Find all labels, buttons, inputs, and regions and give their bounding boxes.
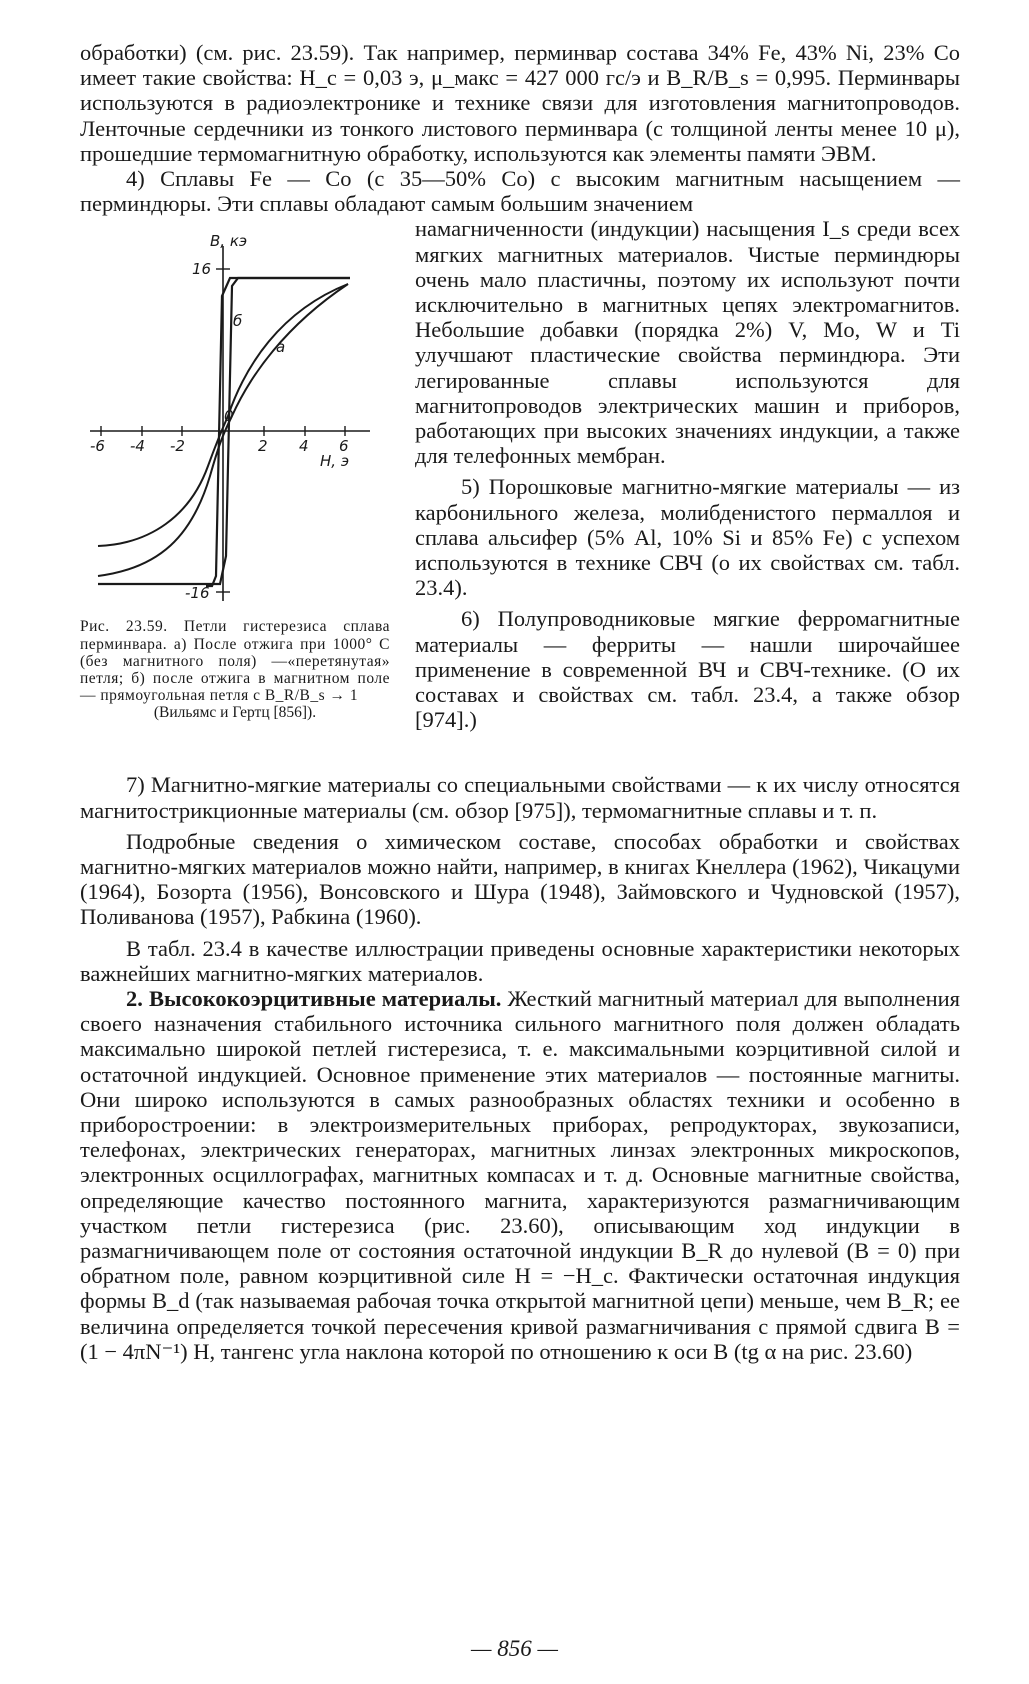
x-tick-3: -2: [170, 437, 185, 456]
paragraph-7: В табл. 23.4 в качестве иллюстрации приведены основные характеристики некоторых важнейших магнитно-мягких материалов.: [80, 935, 960, 986]
paragraph-3: 5) Порошковые магнитно-мягкие материалы — из карбонильного железа, молибденистого пермаллоя и сплава альсифер (5% Al, 10% Si и 85% Fe) с успехом используются в технике СВЧ (о их свойствах см. табл. 23.4).: [415, 474, 960, 601]
page-number: — 856 —: [471, 1636, 558, 1661]
paragraph-6: Подробные сведения о химическом составе, способах обработки и свойствах магнитно-мягких материалов можно найти, например, в книгах Кнеллера (1962), Чикацуми (1964), Бозорта (1956), Вонсовского и Шура (1948), Займовского и Чудновской (1957), Поливанова (1957), Рабкина (1960).: [80, 828, 960, 930]
paragraph-2-side: намагниченности (индукции) насыщения I_s среди всех мягких магнитных материалов. Чистые перминдюры очень мало пластичны, поэтому их используют почти исключительно в магнитных цепях электромагнитов. Небольшие добавки (порядка 2%) V, Mo, W и Ti улучшают пластические свойства перминдюра. Эти легированные сплавы используются для магнитопроводов электрических машин и приборов, работающих при высоких значениях индукции, а также для телефонных мембран.: [415, 216, 960, 469]
paragraph-5: 7) Магнитно-мягкие материалы со специальными свойствами — к их числу относятся магнитострикционные материалы (см. обзор [975]), термомагнитные сплавы и т. п.: [80, 772, 960, 823]
figure-block: [80, 216, 960, 772]
paragraph-4: 6) Полупроводниковые мягкие ферромагнитные материалы — ферриты — нашли широчайшее применение в современной ВЧ и СВЧ-технике. (О их составах и свойствах см. табл. 23.4, а также обзор [974].): [415, 606, 960, 733]
paragraph-2-intro: 4) Сплавы Fe — Co (с 35—50% Co) с высоким магнитным насыщением — перминдюры. Эти сплавы обладают самым большим значением: [80, 166, 960, 217]
y-tick-top: 16: [192, 260, 212, 279]
x-tick-2: -4: [130, 437, 145, 456]
curve-b-label: б: [233, 312, 243, 331]
x-tick-1: -6: [90, 437, 105, 456]
paragraph-8: [80, 986, 960, 1364]
side-text-column: [415, 216, 960, 732]
x-tick-4: 2: [258, 437, 268, 456]
figure-23-59: [80, 216, 390, 772]
caption-text: Рис. 23.59. Петли гистерезиса сплава перминвара. а) После отжига при 1000° С (без магнитного поля) —«перетянутая» петля; б) после отжига в магнитном поле — прямоугольная петля с B_R/B_s → 1: [80, 618, 390, 705]
section-body: Жесткий магнитный материал для выполнения своего назначения стабильного источника сильного магнитного поля должен обладать максимально широкой петлей гистерезиса, т. е. максимальными коэрцитивной силой и остаточной индукцией. Основное применение этих материалов — постоянные магниты. Они широко используются в самых разнообразных областях техники и особенно в приборостроении: в электроизмерительных приборах, репродукторах, звукозаписи, телефонах, электрических генераторах, магнитных линзах электронных микроскопов, электронных осциллографах, магнитных компасах и т. д. Основные магнитные свойства, определяющие качество постоянного магнита, характеризуются размагничивающим участком петли гистерезиса (рис. 23.60), описывающим ход индукции в размагничивающем поле от состояния остаточной индукции B_R до нулевой (B = 0) при обратном поле, равном коэрцитивной силе H = −H_c. Фактически остаточная индукция формы B_d (так называемая рабочая точка открытой магнитной цепи) меньше, чем B_R; ее величина определяется точкой пересечения кривой размагничивания с прямой сдвига B = (1 − 4πN⁻¹) H, тангенс угла наклона которой по отношению к оси B (tg α на рис. 23.60): [80, 986, 960, 1364]
curve-a-label: а: [276, 338, 286, 357]
x-tick-6: 6: [339, 437, 349, 456]
origin-label: 0: [224, 407, 234, 426]
curve-b-upper: [206, 278, 350, 586]
paragraph-1: обработки) (см. рис. 23.59). Так например, перминвар состава 34% Fe, 43% Ni, 23% Co имеет такие свойства: H_c = 0,03 э, μ_макс = 427 000 гс/э и B_R/B_s = 0,995. Перминвары используются в радиоэлектронике и технике связи для изготовления магнитопроводов. Ленточные сердечники из тонкого листового перминвара (с толщиной ленты менее 10 μ), прошедшие термомагнитную обработку, используются как элементы памяти ЭВМ.: [80, 40, 960, 166]
figure-caption: [80, 618, 390, 721]
y-axis-label: B, кэ: [210, 232, 248, 251]
hysteresis-plot: [80, 216, 390, 616]
section-heading: 2. Высококоэрцитивные материалы.: [126, 986, 502, 1012]
x-tick-5: 4: [299, 437, 309, 456]
y-tick-bottom: -16: [185, 584, 210, 603]
x-axis-label: H, э: [320, 452, 350, 471]
caption-credit: (Вильямс и Гертц [856]).: [153, 704, 317, 722]
page-content: [80, 40, 960, 1364]
